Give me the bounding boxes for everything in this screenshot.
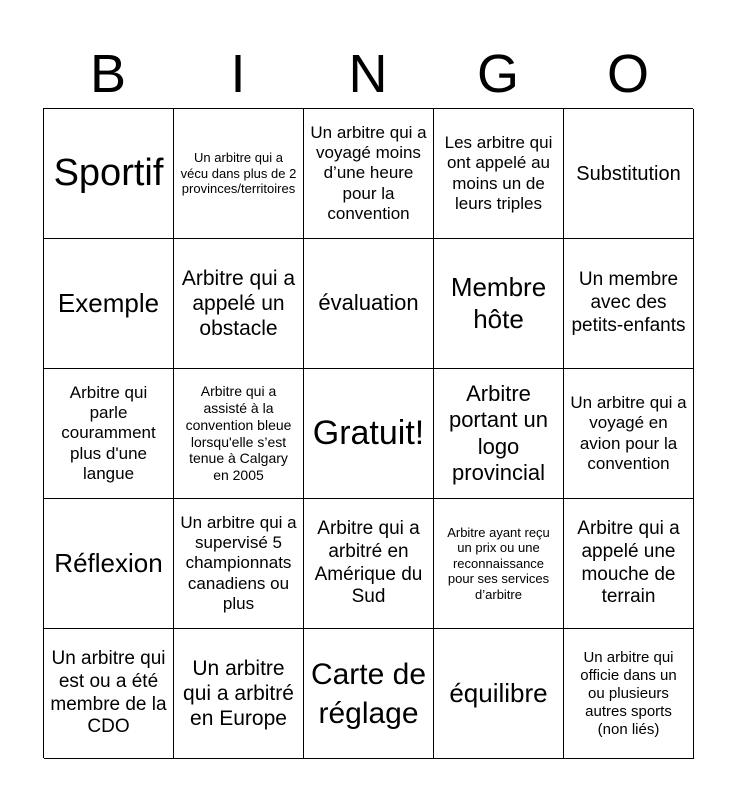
bingo-cell[interactable] xyxy=(174,239,304,369)
bingo-cell[interactable] xyxy=(564,629,694,759)
bingo-cell[interactable] xyxy=(44,499,174,629)
cell-text: Sportif xyxy=(53,151,164,194)
bingo-cell[interactable] xyxy=(44,109,174,239)
bingo-cell[interactable] xyxy=(44,369,174,499)
cell-text: Un membre avec des petits-enfants xyxy=(571,269,686,336)
bingo-cell[interactable] xyxy=(304,369,434,499)
bingo-cell[interactable] xyxy=(304,629,434,759)
cell-text: équilibre xyxy=(449,677,548,708)
cell-text: Réflexion xyxy=(54,547,163,578)
cell-text: Un arbitre qui a voyagé en avion pour la convention xyxy=(570,392,687,473)
cell-text: Membre hôte xyxy=(450,272,547,334)
cell-text: Arbitre qui a appelé un obstacle xyxy=(181,266,296,341)
bingo-cell[interactable] xyxy=(434,109,564,239)
bingo-cell[interactable] xyxy=(564,499,694,629)
header-letter-o: O xyxy=(606,44,649,104)
bingo-cell[interactable] xyxy=(564,239,694,369)
bingo-cell[interactable] xyxy=(304,239,434,369)
cell-text: Arbitre ayant reçu un prix ou une reconnaissance pour ses services d’arbitre xyxy=(447,524,550,602)
cell-text: Un arbitre qui a vécu dans plus de 2 provinces/territoires xyxy=(180,150,297,197)
bingo-cell[interactable] xyxy=(174,499,304,629)
bingo-cell[interactable] xyxy=(174,629,304,759)
bingo-header xyxy=(43,40,693,108)
bingo-cell[interactable] xyxy=(304,109,434,239)
header-letter-b: B xyxy=(89,44,127,104)
cell-text: Gratuit! xyxy=(312,414,425,453)
bingo-cell[interactable] xyxy=(44,629,174,759)
cell-text: Un arbitre qui a supervisé 5 championnats canadiens ou plus xyxy=(180,512,297,614)
bingo-cell[interactable] xyxy=(564,109,694,239)
cell-text: Un arbitre qui est ou a été membre de la CDO xyxy=(50,647,167,738)
header-letter-i: I xyxy=(230,44,246,104)
bingo-cell[interactable] xyxy=(434,369,564,499)
cell-text: Carte de réglage xyxy=(310,657,427,730)
cell-text: Exemple xyxy=(57,287,160,318)
cell-text: Arbitre qui a assisté à la convention bleue lorsqu'elle s’est tenue à Calgary en 2005 xyxy=(185,383,292,484)
bingo-cell[interactable] xyxy=(434,499,564,629)
bingo-cell[interactable] xyxy=(174,109,304,239)
bingo-cell[interactable] xyxy=(434,629,564,759)
bingo-cell[interactable] xyxy=(434,239,564,369)
bingo-cell[interactable] xyxy=(44,239,174,369)
bingo-board xyxy=(43,108,693,758)
cell-text: Arbitre qui a appelé une mouche de terrain xyxy=(577,517,680,608)
bingo-cell[interactable] xyxy=(174,369,304,499)
cell-text: Les arbitre qui ont appelé au moins un de leurs triples xyxy=(444,132,553,213)
header-letter-g: G xyxy=(476,44,519,104)
cell-text: évaluation xyxy=(318,290,419,316)
cell-text: Arbitre qui parle couramment plus d'une langue xyxy=(61,382,156,484)
cell-text: Arbitre portant un logo provincial xyxy=(448,380,549,485)
cell-text: Un arbitre qui a voyagé moins d’une heure pour la convention xyxy=(310,122,427,224)
header-letter-n: N xyxy=(348,44,388,104)
cell-text: Substitution xyxy=(576,162,681,185)
cell-text: Un arbitre qui officie dans un ou plusieurs autres sports (non liés) xyxy=(580,648,677,738)
cell-text: Un arbitre qui a arbitré en Europe xyxy=(183,656,294,731)
bingo-cell[interactable] xyxy=(304,499,434,629)
bingo-cell[interactable] xyxy=(564,369,694,499)
cell-text: Arbitre qui a arbitré en Amérique du Sud xyxy=(314,517,423,608)
